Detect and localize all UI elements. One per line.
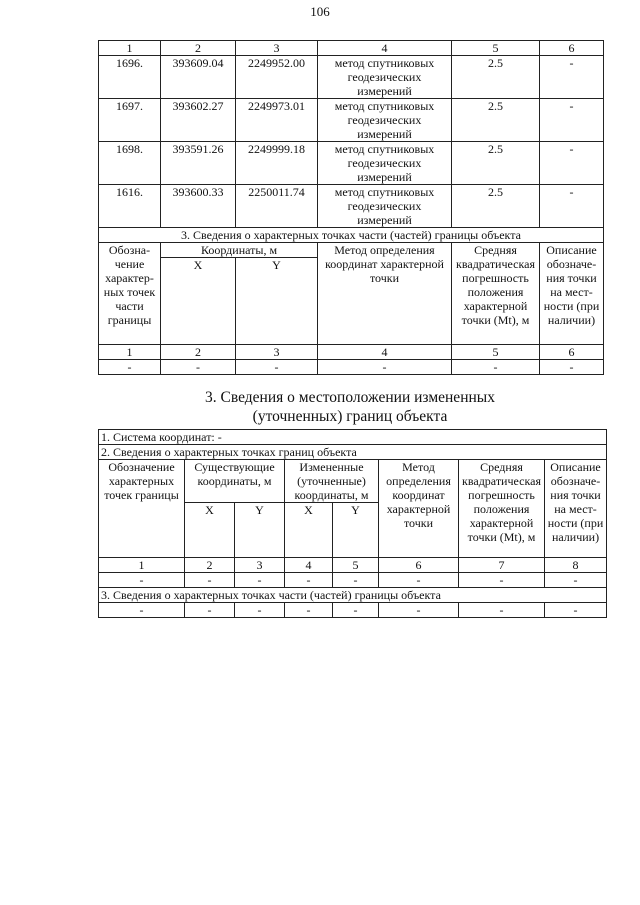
header-x: X (161, 258, 236, 345)
subsection-title: 3. Сведения о характерных точках части (частей) границы объекта (99, 228, 604, 243)
coord-x: 393602.27 (161, 99, 236, 142)
col-index: 3 (236, 41, 318, 56)
empty-cell: - (161, 360, 236, 375)
empty-cell: - (545, 603, 607, 618)
index-cell: 8 (545, 558, 607, 573)
points-label-row (99, 445, 607, 460)
header-designation: Обозна-чение характер-ных точек части границы (99, 243, 161, 345)
header-y: Y (236, 258, 318, 345)
header-changed-y: Y (333, 503, 379, 558)
changed-boundary-table (98, 429, 607, 618)
index-cell: 7 (459, 558, 545, 573)
index-cell: 6 (379, 558, 459, 573)
error: 2.5 (452, 56, 540, 99)
empty-cell: - (459, 573, 545, 588)
header-method: Метод определения координат характерной точки (379, 460, 459, 558)
header-method: Метод определения координат характерной точки (318, 243, 452, 345)
coord-y: 2249952.00 (236, 56, 318, 99)
method: метод спутниковых геодезических измерений (318, 99, 452, 142)
header-existing-x: X (185, 503, 235, 558)
parts-empty-row (99, 603, 607, 618)
coordinate-system-label: 1. Система координат: - (99, 430, 607, 445)
col-index: 2 (161, 41, 236, 56)
description: - (540, 56, 604, 99)
subsection-title-row (99, 228, 604, 243)
col-index: 4 (318, 41, 452, 56)
table-row (99, 185, 604, 228)
description: - (540, 185, 604, 228)
index-cell: 5 (452, 345, 540, 360)
header-error: Средняя квадратическая погрешность положения характерной точки (Mt), м (459, 460, 545, 558)
coord-y: 2249999.18 (236, 142, 318, 185)
header-row (99, 243, 604, 258)
empty-cell: - (285, 603, 333, 618)
index-cell: 3 (235, 558, 285, 573)
empty-cell: - (185, 573, 235, 588)
table-row (99, 56, 604, 99)
header-coords: Координаты, м (161, 243, 318, 258)
empty-cell: - (379, 603, 459, 618)
error: 2.5 (452, 142, 540, 185)
point-id: 1698. (99, 142, 161, 185)
index-cell: 2 (185, 558, 235, 573)
empty-cell: - (545, 573, 607, 588)
index-row (99, 558, 607, 573)
index-cell: 1 (99, 345, 161, 360)
empty-cell: - (333, 603, 379, 618)
description: - (540, 142, 604, 185)
coord-x: 393600.33 (161, 185, 236, 228)
header-error: Средняя квадратическая погрешность положения характерной точки (Mt), м (452, 243, 540, 345)
header-designation: Обозначение характерных точек границы (99, 460, 185, 558)
col-index: 6 (540, 41, 604, 56)
empty-cell: - (285, 573, 333, 588)
header-description: Описание обозначе-ния точки на мест-ности (при наличии) (540, 243, 604, 345)
system-row (99, 430, 607, 445)
header-existing-y: Y (235, 503, 285, 558)
coord-x: 393591.26 (161, 142, 236, 185)
point-id: 1696. (99, 56, 161, 99)
index-cell: 6 (540, 345, 604, 360)
boundary-points-table (98, 40, 604, 375)
empty-cell: - (318, 360, 452, 375)
empty-cell: - (185, 603, 235, 618)
index-cell: 2 (161, 345, 236, 360)
header-changed: Измененные (уточненные) координаты, м (285, 460, 379, 503)
empty-cell: - (379, 573, 459, 588)
index-cell: 4 (285, 558, 333, 573)
coord-y: 2250011.74 (236, 185, 318, 228)
section-title (0, 388, 640, 426)
coord-x: 393609.04 (161, 56, 236, 99)
index-cell: 5 (333, 558, 379, 573)
empty-cell: - (99, 360, 161, 375)
empty-cell: - (540, 360, 604, 375)
coord-y: 2249973.01 (236, 99, 318, 142)
empty-cell: - (333, 573, 379, 588)
section-title-line1: 3. Сведения о местоположении измененных (205, 389, 495, 406)
index-cell: 3 (236, 345, 318, 360)
empty-cell: - (459, 603, 545, 618)
header-row (99, 460, 607, 503)
col-index: 5 (452, 41, 540, 56)
empty-cell: - (236, 360, 318, 375)
index-row (99, 345, 604, 360)
empty-cell: - (452, 360, 540, 375)
method: метод спутниковых геодезических измерений (318, 185, 452, 228)
empty-cell: - (235, 573, 285, 588)
point-id: 1616. (99, 185, 161, 228)
method: метод спутниковых геодезических измерений (318, 56, 452, 99)
column-index-row (99, 41, 604, 56)
empty-cell: - (235, 603, 285, 618)
header-changed-x: X (285, 503, 333, 558)
method: метод спутниковых геодезических измерений (318, 142, 452, 185)
section-title-line2: (уточненных) границ объекта (252, 408, 448, 425)
col-index: 1 (99, 41, 161, 56)
empty-row (99, 360, 604, 375)
empty-cell: - (99, 603, 185, 618)
table-row (99, 99, 604, 142)
point-id: 1697. (99, 99, 161, 142)
header-existing: Существующие координаты, м (185, 460, 285, 503)
points-label: 2. Сведения о характерных точках границ объекта (99, 445, 607, 460)
page-number: 106 (310, 4, 330, 19)
index-cell: 4 (318, 345, 452, 360)
empty-row (99, 573, 607, 588)
header-description: Описание обозначе-ния точки на мест-ности (при наличии) (545, 460, 607, 558)
error: 2.5 (452, 185, 540, 228)
index-cell: 1 (99, 558, 185, 573)
parts-label-row (99, 588, 607, 603)
empty-cell: - (99, 573, 185, 588)
table-row (99, 142, 604, 185)
parts-label: 3. Сведения о характерных точках части (частей) границы объекта (99, 588, 607, 603)
error: 2.5 (452, 99, 540, 142)
description: - (540, 99, 604, 142)
